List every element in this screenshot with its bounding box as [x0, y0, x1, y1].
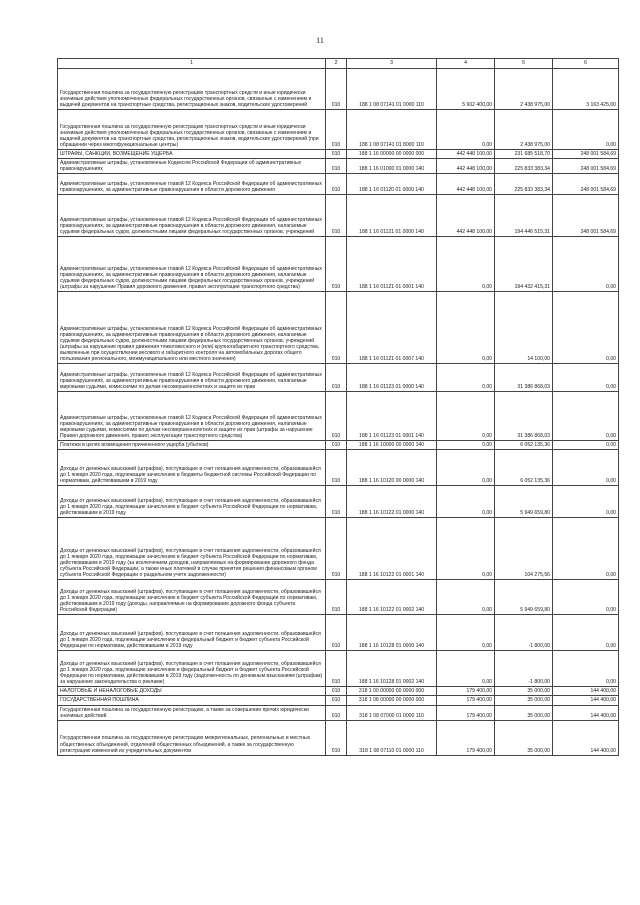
header-row — [58, 59, 619, 69]
approved-cell: 179 400,00 — [437, 720, 495, 755]
table-row — [58, 159, 619, 174]
budget-code-cell: 188 1 16 00000 00 0000 000 — [347, 150, 437, 159]
table-row — [58, 364, 619, 392]
description-cell: Доходы от денежных взысканий (штрафов), поступающие в счет погашения задолженности, образовавшейся до 1 января 2020 года, подлежащие зачислению в бюджет субъекта Российской Федерации по нормативам, действовавшим в 2019 году (доходы, направляемые на формирование дорожного фонда субъекта Российской Федерации) — [58, 580, 326, 615]
unexecuted-cell: 144 400,00 — [553, 720, 619, 755]
description-cell: Доходы от денежных взысканий (штрафов), поступающие в счет погашения задолженности, образовавшейся до 1 января 2020 года, подлежащие зачислению в бюджет субъекта Российской Федерации по нормативам, действовавшим в 2019 году — [58, 486, 326, 518]
executed-cell: 6 052 135,36 — [495, 441, 553, 450]
executed-cell: -1 800,00 — [495, 651, 553, 687]
unexecuted-cell: 0,00 — [553, 651, 619, 687]
approved-cell: 179 400,00 — [437, 696, 495, 705]
executed-cell: 231 685 518,70 — [495, 150, 553, 159]
budget-code-cell: 188 1 08 07141 01 0000 110 — [347, 69, 437, 110]
executed-cell: 14 100,00 — [495, 292, 553, 364]
approved-cell: 0,00 — [437, 518, 495, 580]
line-code-cell: 010 — [326, 195, 347, 237]
unexecuted-cell: 0,00 — [553, 450, 619, 486]
description-cell: Административные штрафы, установленные главой 12 Кодекса Российской Федерации об административных правонарушениях, за административные правонарушения в области дорожного движения, налагаемые мировыми судьями, комиссиями по делам несовершеннолетних и защите их прав — [58, 364, 326, 392]
table-row — [58, 580, 619, 615]
report-body — [58, 69, 619, 756]
unexecuted-cell: 0,00 — [553, 364, 619, 392]
approved-cell: 442 448 100,00 — [437, 150, 495, 159]
budget-code-cell: 188 1 16 01121 01 0001 140 — [347, 237, 437, 292]
table-row — [58, 486, 619, 518]
description-cell: Административные штрафы, установленные главой 12 Кодекса Российской Федерации об административных правонарушениях, за административные правонарушения в области дорожного движения — [58, 174, 326, 195]
table-row — [58, 615, 619, 651]
line-code-cell: 010 — [326, 159, 347, 174]
description-cell: Административные штрафы, установленные Кодексом Российской Федерации об административных правонарушениях — [58, 159, 326, 174]
line-code-cell: 010 — [326, 392, 347, 441]
page-number: 11 — [316, 36, 324, 45]
unexecuted-cell: 0,00 — [553, 518, 619, 580]
line-code-cell: 010 — [326, 696, 347, 705]
unexecuted-cell: 0,00 — [553, 237, 619, 292]
approved-cell: 0,00 — [437, 580, 495, 615]
table-row — [58, 174, 619, 195]
description-cell: Административные штрафы, установленные главой 12 Кодекса Российской Федерации об административных правонарушениях, за административные правонарушения в области дорожного движения, налагаемые судьями федеральных судов, должностными лицами федеральных государственных органов, учреждений (штрафы за нарушение правил движения тяжеловесного и (или) крупногабаритного транспортного средства, выявленные при осуществлении весового и габаритного контроля на автомобильных дорогах общего пользования регионального, межмуниципального или местного значения) — [58, 292, 326, 364]
budget-code-cell: 188 1 16 10128 01 0002 140 — [347, 651, 437, 687]
column-header: 6 — [553, 59, 619, 69]
unexecuted-cell: 0,00 — [553, 441, 619, 450]
line-code-cell: 010 — [326, 364, 347, 392]
budget-code-cell: 188 1 16 01121 01 0007 140 — [347, 292, 437, 364]
budget-code-cell: 188 1 16 01123 01 0001 140 — [347, 392, 437, 441]
approved-cell: 0,00 — [437, 392, 495, 441]
executed-cell: 194 432 415,31 — [495, 237, 553, 292]
executed-cell: 5 949 659,80 — [495, 580, 553, 615]
executed-cell: 194 446 515,31 — [495, 195, 553, 237]
table-row — [58, 450, 619, 486]
unexecuted-cell: 248 001 584,69 — [553, 174, 619, 195]
description-cell: НАЛОГОВЫЕ И НЕНАЛОГОВЫЕ ДОХОДЫ — [58, 687, 326, 696]
unexecuted-cell: 0,00 — [553, 615, 619, 651]
executed-cell: 6 052 135,36 — [495, 450, 553, 486]
approved-cell: 0,00 — [437, 441, 495, 450]
column-header: 5 — [495, 59, 553, 69]
table-row — [58, 651, 619, 687]
budget-code-cell: 188 1 16 10000 00 0000 140 — [347, 441, 437, 450]
executed-cell: 225 833 383,34 — [495, 174, 553, 195]
table-row — [58, 150, 619, 159]
approved-cell: 5 602 400,00 — [437, 69, 495, 110]
executed-cell: 31 386 868,03 — [495, 364, 553, 392]
line-code-cell: 010 — [326, 651, 347, 687]
budget-code-cell: 188 1 08 07141 01 8000 110 — [347, 110, 437, 150]
executed-cell: 31 386 868,03 — [495, 392, 553, 441]
column-header: 3 — [347, 59, 437, 69]
executed-cell: 225 833 383,34 — [495, 159, 553, 174]
description-cell: ГОСУДАРСТВЕННАЯ ПОШЛИНА — [58, 696, 326, 705]
approved-cell: 0,00 — [437, 450, 495, 486]
approved-cell: 0,00 — [437, 292, 495, 364]
description-cell: Платежи в целях возмещения причиненного ущерба (убытков) — [58, 441, 326, 450]
unexecuted-cell: 144 400,00 — [553, 687, 619, 696]
executed-cell: 35 000,00 — [495, 720, 553, 755]
table-row — [58, 705, 619, 720]
approved-cell: 0,00 — [437, 651, 495, 687]
unexecuted-cell: 3 163 425,00 — [553, 69, 619, 110]
budget-code-cell: 188 1 16 01121 01 0000 140 — [347, 195, 437, 237]
unexecuted-cell: 248 001 584,69 — [553, 159, 619, 174]
budget-code-cell: 188 1 16 10122 01 0002 140 — [347, 580, 437, 615]
line-code-cell: 010 — [326, 580, 347, 615]
table-row — [58, 687, 619, 696]
table-row — [58, 110, 619, 150]
line-code-cell: 010 — [326, 150, 347, 159]
unexecuted-cell: 248 001 584,69 — [553, 150, 619, 159]
description-cell: Доходы от денежных взысканий (штрафов), поступающие в счет погашения задолженности, образовавшейся до 1 января 2020 года, подлежащие зачислению в федеральный бюджет и бюджет субъекта Российской Федерации по нормативам, действовавшим в 2019 году — [58, 615, 326, 651]
budget-code-cell: 318 1 08 07110 01 0000 110 — [347, 720, 437, 755]
description-cell: Административные штрафы, установленные главой 12 Кодекса Российской Федерации об административных правонарушениях, за административные правонарушения в области дорожного движения, налагаемые мировыми судьями, комиссиями по делам несовершеннолетних и защите их прав (штрафы за нарушение Правил дорожного движения, правил эксплуатации транспортного средства) — [58, 392, 326, 441]
description-cell: Государственная пошлина за государственную регистрацию межрегиональных, региональных и местных общественных объединений, отделений общественных объединений, а также за государственную регистрацию изменений их учредительных документов — [58, 720, 326, 755]
budget-code-cell: 318 1 08 00000 00 0000 000 — [347, 696, 437, 705]
column-header: 4 — [437, 59, 495, 69]
budget-code-cell: 188 1 16 01000 01 0000 140 — [347, 159, 437, 174]
unexecuted-cell: 144 400,00 — [553, 705, 619, 720]
line-code-cell: 010 — [326, 486, 347, 518]
unexecuted-cell: 248 001 584,69 — [553, 195, 619, 237]
executed-cell: 35 000,00 — [495, 705, 553, 720]
unexecuted-cell: 0,00 — [553, 486, 619, 518]
description-cell: Доходы от денежных взысканий (штрафов), поступающие в счет погашения задолженности, образовавшейся до 1 января 2020 года, подлежащие зачислению в бюджеты бюджетной системы Российской Федерации по нормативам, действовавшим в 2019 году — [58, 450, 326, 486]
unexecuted-cell: 0,00 — [553, 580, 619, 615]
table-row — [58, 69, 619, 110]
budget-code-cell: 318 1 08 07000 01 0000 110 — [347, 705, 437, 720]
approved-cell: 179 400,00 — [437, 705, 495, 720]
unexecuted-cell: 0,00 — [553, 110, 619, 150]
line-code-cell: 010 — [326, 518, 347, 580]
line-code-cell: 010 — [326, 441, 347, 450]
line-code-cell: 010 — [326, 110, 347, 150]
table-row — [58, 441, 619, 450]
table-row — [58, 195, 619, 237]
unexecuted-cell: 0,00 — [553, 292, 619, 364]
line-code-cell: 010 — [326, 450, 347, 486]
column-header: 1 — [58, 59, 326, 69]
budget-code-cell: 188 1 16 10122 01 0000 140 — [347, 486, 437, 518]
unexecuted-cell: 144 400,00 — [553, 696, 619, 705]
budget-code-cell: 188 1 16 01123 01 0000 140 — [347, 364, 437, 392]
table-row — [58, 237, 619, 292]
line-code-cell: 010 — [326, 687, 347, 696]
table-row — [58, 292, 619, 364]
description-cell: ШТРАФЫ, САНКЦИИ, ВОЗМЕЩЕНИЕ УЩЕРБА — [58, 150, 326, 159]
budget-code-cell: 188 1 16 10128 01 0000 140 — [347, 615, 437, 651]
approved-cell: 0,00 — [437, 615, 495, 651]
executed-cell: 5 949 659,80 — [495, 486, 553, 518]
table-row — [58, 696, 619, 705]
budget-code-cell: 318 1 00 00000 00 0000 000 — [347, 687, 437, 696]
line-code-cell: 010 — [326, 615, 347, 651]
line-code-cell: 010 — [326, 705, 347, 720]
description-cell: Административные штрафы, установленные главой 12 Кодекса Российской Федерации об административных правонарушениях, за административные правонарушения в области дорожного движения, налагаемые судьями федеральных судов, должностными лицами федеральных государственных органов, учреждений — [58, 195, 326, 237]
executed-cell: 2 438 975,00 — [495, 110, 553, 150]
approved-cell: 442 448 100,00 — [437, 174, 495, 195]
executed-cell: 35 000,00 — [495, 687, 553, 696]
executed-cell: 2 438 975,00 — [495, 69, 553, 110]
line-code-cell: 010 — [326, 174, 347, 195]
line-code-cell: 010 — [326, 292, 347, 364]
approved-cell: 0,00 — [437, 486, 495, 518]
description-cell: Государственная пошлина за государственную регистрацию транспортных средств и иные юридически значимые действия уполномоченных федеральных государственных органов, связанные с изменением и выдачей документов на транспортные средства, регистрационных знаков, водительских удостоверений — [58, 69, 326, 110]
table-row — [58, 720, 619, 755]
table-row — [58, 392, 619, 441]
line-code-cell: 010 — [326, 69, 347, 110]
approved-cell: 0,00 — [437, 237, 495, 292]
description-cell: Доходы от денежных взысканий (штрафов), поступающие в счет погашения задолженности, образовавшейся до 1 января 2020 года, подлежащие зачислению в бюджет субъекта Российской Федерации по нормативам, действовавшим в 2019 году (за исключением доходов, направляемых на формирование дорожного фонда субъекта Российской Федерации, а также иных платежей в случае принятия решения финансовым органом субъекта Российской Федерации о раздельном учете задолженности) — [58, 518, 326, 580]
executed-cell: -1 800,00 — [495, 615, 553, 651]
executed-cell: 35 000,00 — [495, 696, 553, 705]
budget-code-cell: 188 1 16 10120 00 0000 140 — [347, 450, 437, 486]
line-code-cell: 010 — [326, 237, 347, 292]
description-cell: Государственная пошлина за государственную регистрацию транспортных средств и иные юридически значимые действия уполномоченных федеральных государственных органов, связанные с изменением и выдачей документов на транспортные средства, регистрационных знаков, водительских удостоверений (при обращении через многофункциональные центры) — [58, 110, 326, 150]
approved-cell: 0,00 — [437, 364, 495, 392]
report-table — [57, 58, 619, 756]
column-header: 2 — [326, 59, 347, 69]
approved-cell: 442 448 100,00 — [437, 195, 495, 237]
budget-code-cell: 188 1 16 01120 01 0000 140 — [347, 174, 437, 195]
unexecuted-cell: 0,00 — [553, 392, 619, 441]
executed-cell: 104 275,56 — [495, 518, 553, 580]
table-row — [58, 518, 619, 580]
approved-cell: 179 400,00 — [437, 687, 495, 696]
description-cell: Административные штрафы, установленные главой 12 Кодекса Российской Федерации об административных правонарушениях, за административные правонарушения в области дорожного движения, налагаемые судьями федеральных судов, должностными лицами федеральных государственных органов, учреждений (штрафы за нарушение Правил дорожного движения, правил эксплуатации транспортного средства) — [58, 237, 326, 292]
approved-cell: 442 448 100,00 — [437, 159, 495, 174]
description-cell: Государственная пошлина за государственную регистрацию, а также за совершение прочих юридически значимых действий — [58, 705, 326, 720]
line-code-cell: 010 — [326, 720, 347, 755]
description-cell: Доходы от денежных взысканий (штрафов), поступающие в счет погашения задолженности, образовавшейся до 1 января 2020 года, подлежащие зачислению в федеральный бюджет и бюджет субъекта Российской Федерации по нормативам, действовавшим в 2019 году (задолженность по денежным взысканиям (штрафам) за нарушение законодательства о рекламе) — [58, 651, 326, 687]
approved-cell: 0,00 — [437, 110, 495, 150]
budget-code-cell: 188 1 16 10122 01 0001 140 — [347, 518, 437, 580]
